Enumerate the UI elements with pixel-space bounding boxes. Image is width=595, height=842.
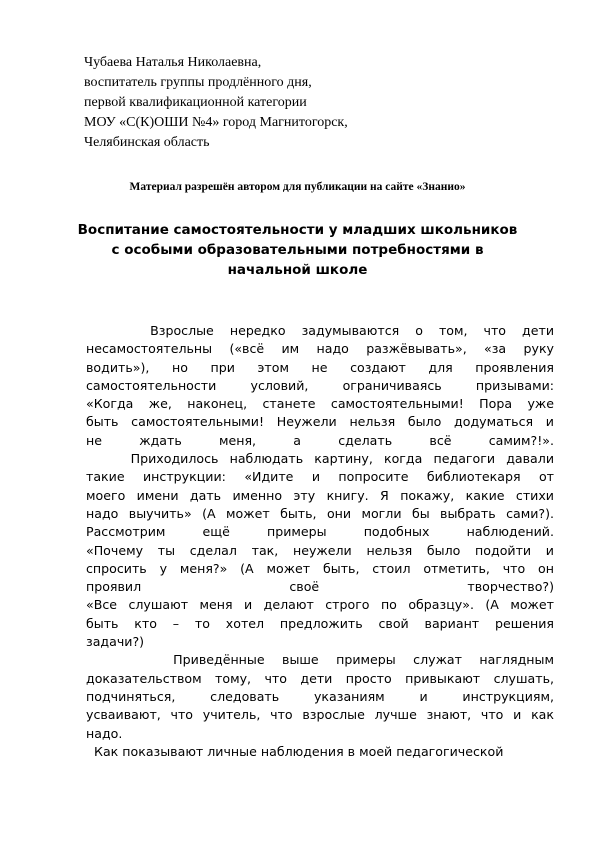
body-line: подчиняться, следовать указаниям и инструкциям, (86, 688, 554, 704)
body-line: несамостоятельны («всё им надо разжёвывать», «за руку (86, 341, 554, 357)
author-school: МОУ «С(К)ОШИ №4» город Магнитогорск, (84, 115, 348, 130)
body-line: такие инструкции: «Идите и попросите библиотекаря от (86, 469, 554, 485)
body-line: задачи?) (86, 634, 145, 650)
body-line: Как показывают личные наблюдения в моей педагогической (86, 743, 504, 759)
body-line: «Когда же, наконец, станете самостоятельными! Пора уже (86, 396, 554, 412)
body-line: Приходилось наблюдать картину, когда педагоги давали (86, 451, 554, 467)
body-line: доказательством тому, что дети просто привыкают слушать, (86, 670, 554, 686)
body-line: самостоятельности условий, ограничиваясь призывами: (86, 377, 554, 393)
body-line: Приведённые выше примеры служат наглядным (86, 652, 554, 668)
body-line: надо. (86, 725, 123, 741)
body-line: «Почему ты сделал так, неужели нельзя было подойти и (86, 542, 554, 558)
body-line: быть самостоятельными! Неужели нельзя было додуматься и (86, 414, 554, 430)
body-line: моего имени дать именно эту книгу. Я покажу, какие стихи (86, 487, 554, 503)
body-line: «Все слушают меня и делают строго по образцу». (А может (86, 597, 554, 613)
body-line: спросить у меня?» (А может быть, стоил отметить, что он (86, 560, 554, 576)
body-line: водить»), но при этом не создают для проявления (86, 359, 554, 375)
author-region: Челябинская область (84, 135, 210, 150)
author-position: воспитатель группы продлённого дня, (84, 75, 312, 90)
body-line: не ждать меня, а сделать всё самим?!». (86, 432, 554, 448)
body-line: Рассмотрим ещё примеры подобных наблюдений. (86, 524, 554, 540)
body-line: быть кто – то хотел предложить свой вариант решения (86, 615, 554, 631)
body-line: надо выучить» (А может быть, они могли бы выбрать сами?). (86, 505, 554, 521)
title-line: с особыми образовательными потребностями в (111, 242, 484, 258)
publication-permission-note: Материал разрешён автором для публикации на сайте «Знанио» (129, 181, 466, 193)
body-line: Взрослые нередко задумываются о том, что дети (86, 323, 554, 338)
title-line: начальной школе (227, 262, 368, 278)
body-text (86, 322, 554, 761)
body-line: усваивают, что учитель, что взрослые лучше знают, что и как (86, 707, 554, 723)
body-line: проявил своё творчество?) (86, 579, 554, 595)
author-info (84, 53, 484, 153)
author-name: Чубаева Наталья Николаевна, (84, 55, 262, 70)
title-line: Воспитание самостоятельности у младших школьников (77, 222, 518, 238)
document-title (60, 220, 535, 280)
author-category: первой квалификационной категории (84, 95, 307, 110)
